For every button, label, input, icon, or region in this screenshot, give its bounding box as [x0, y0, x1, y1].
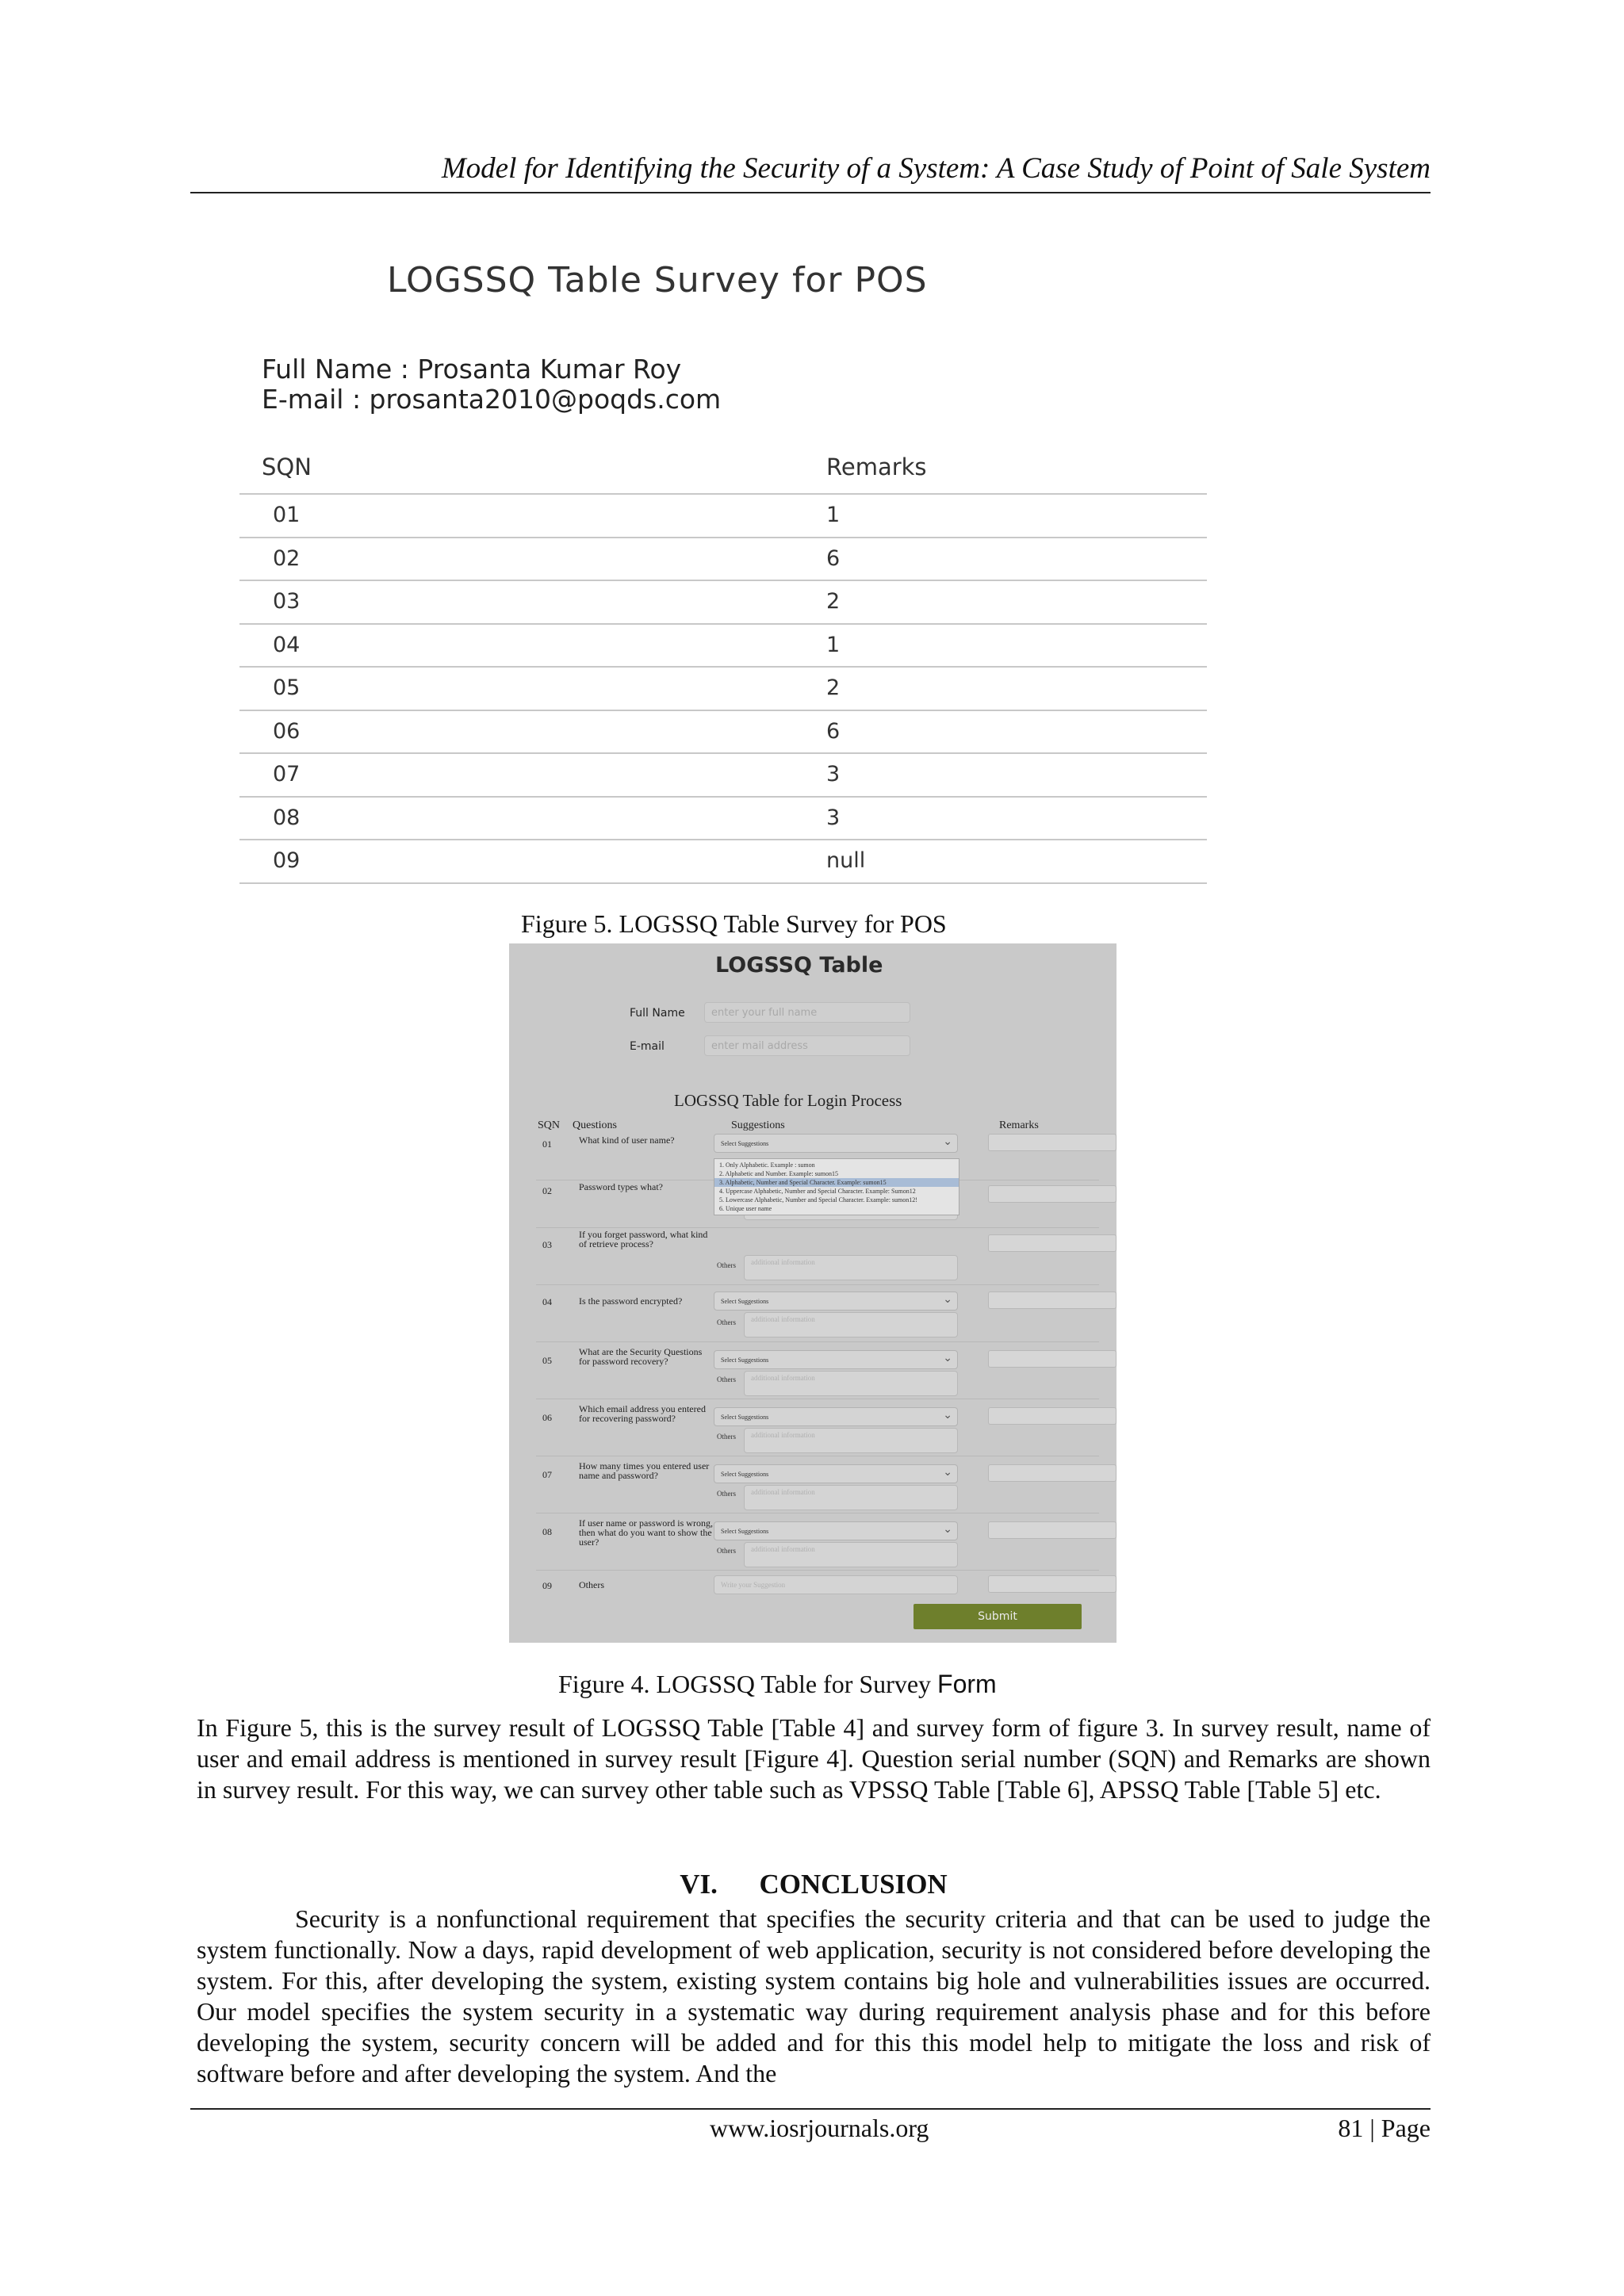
figure4-caption-tail: Form — [937, 1670, 997, 1698]
others-textarea[interactable]: additional information — [744, 1255, 958, 1280]
form-title: LOGSSQ Table — [715, 953, 883, 978]
chevron-down-icon: ⌄ — [943, 1353, 952, 1364]
dropdown-option[interactable]: 2. Alphabetic and Number. Example: sumon15 — [719, 1170, 838, 1177]
body-paragraph: In Figure 5, this is the survey result of LOGSSQ Table [Table 4] and survey form of figure 3. In survey result, name of user and email address is mentioned in survey result [Figure 4]. Question serial number (SQN) and Remarks are shown in survey result. For this way, we can survey other table such as VPSSQ Table [Table 6], APSSQ Table [Table 5] etc. — [197, 1713, 1431, 1804]
remarks-cell: 2 — [826, 589, 841, 614]
running-header: Model for Identifying the Security of a System: A Case Study of Point of Sale System — [441, 152, 1431, 185]
sqn-cell: 03 — [273, 589, 301, 614]
remarks-input[interactable] — [988, 1350, 1116, 1368]
remarks-input[interactable] — [988, 1134, 1116, 1151]
table-row — [239, 839, 1207, 884]
sqn-cell: 09 — [273, 848, 301, 873]
remarks-cell: 6 — [826, 545, 841, 571]
suggestion-select[interactable] — [714, 1464, 958, 1483]
question-sqn: 08 — [542, 1526, 552, 1537]
question-sqn: 03 — [542, 1239, 552, 1250]
question-row — [536, 1227, 1099, 1285]
conclusion-paragraph: Security is a nonfunctional requirement that specifies the security criteria and that can be used to judge the system functionally. Now a days, rapid development of web application, security is not considered before developing the system. For this, after developing the system, existing system contains big hole and vulnerabilities issues are occurred. Our model specifies the system security in a systematic way during requirement analysis phase and for this before developing the system, security concern will be added and for this this model help to mitigate the loss and risk of software before and after developing the system. And the — [197, 1904, 1431, 2087]
email-label: E-mail — [630, 1040, 665, 1053]
figure5-table — [239, 493, 1207, 884]
table-row — [239, 666, 1207, 710]
sqn-cell: 06 — [273, 718, 301, 744]
question-text: Is the password encrypted? — [579, 1295, 683, 1307]
column-sqn: SQN — [538, 1119, 561, 1131]
section-number: VI. — [680, 1869, 718, 1900]
remarks-cell: 2 — [826, 675, 841, 700]
submit-button[interactable]: Submit — [914, 1604, 1082, 1629]
full-name-input[interactable]: enter your full name — [704, 1002, 910, 1023]
question-sqn: 07 — [542, 1469, 552, 1480]
others-input[interactable]: Write your Suggestion — [714, 1575, 958, 1594]
column-suggestions: Suggestions — [731, 1119, 785, 1131]
question-row — [536, 1513, 1099, 1571]
question-text: What are the Security Questions for password recovery? — [579, 1346, 703, 1367]
question-row — [536, 1456, 1099, 1513]
question-text: Password types what? — [579, 1181, 663, 1192]
table-row — [239, 710, 1207, 753]
sqn-cell: 02 — [273, 545, 301, 571]
figure5-full-name: Full Name : Prosanta Kumar Roy — [262, 354, 682, 385]
select-value: Select Suggestions — [721, 1471, 769, 1478]
question-text: Others — [579, 1579, 604, 1590]
suggestion-select[interactable] — [714, 1407, 958, 1426]
others-label: Others — [717, 1261, 736, 1269]
table-row — [239, 796, 1207, 840]
chevron-down-icon: ⌄ — [943, 1467, 952, 1479]
full-name-label: Full Name — [630, 1007, 685, 1020]
question-row — [536, 1284, 1099, 1342]
footer-rule — [190, 2108, 1431, 2110]
question-text: If user name or password is wrong, then what do you want to show the user? — [579, 1517, 713, 1548]
sqn-cell: 04 — [273, 632, 301, 657]
others-label: Others — [717, 1376, 736, 1383]
question-text: How many times you entered user name and password? — [579, 1460, 710, 1481]
remarks-cell: 3 — [826, 805, 841, 830]
remarks-input[interactable] — [988, 1575, 1116, 1593]
select-value: Select Suggestions — [721, 1298, 769, 1305]
question-text: Which email address you entered for recovering password? — [579, 1403, 706, 1424]
figure5-title: LOGSSQ Table Survey for POS — [387, 260, 928, 300]
chevron-down-icon: ⌄ — [943, 1410, 952, 1422]
others-label: Others — [717, 1433, 736, 1441]
chevron-down-icon: ⌄ — [943, 1136, 952, 1148]
suggestion-select[interactable] — [714, 1134, 958, 1153]
remarks-input[interactable] — [988, 1234, 1116, 1252]
question-sqn: 05 — [542, 1355, 552, 1366]
others-textarea[interactable]: additional information — [744, 1542, 958, 1567]
suggestion-select[interactable] — [714, 1292, 958, 1311]
header-rule — [190, 192, 1431, 193]
question-row — [536, 1341, 1099, 1399]
suggestion-dropdown-list[interactable] — [714, 1158, 959, 1215]
dropdown-option[interactable]: 5. Lowercase Alphabetic, Number and Special Character. Example: sumon12! — [719, 1196, 917, 1203]
question-text: If you forget password, what kind of retrieve process? — [579, 1229, 708, 1249]
remarks-input[interactable] — [988, 1521, 1116, 1539]
chevron-down-icon: ⌄ — [943, 1524, 952, 1536]
dropdown-option[interactable]: 4. Uppercase Alphabetic, Number and Special Character. Example: Sumon12 — [719, 1188, 916, 1195]
others-textarea[interactable]: additional information — [744, 1485, 958, 1510]
select-value: Select Suggestions — [721, 1528, 769, 1535]
dropdown-option[interactable]: 6. Unique user name — [719, 1205, 772, 1212]
figure5-column-remarks: Remarks — [826, 453, 927, 480]
remarks-input[interactable] — [988, 1292, 1116, 1309]
suggestion-select[interactable] — [714, 1521, 958, 1540]
table-row — [239, 537, 1207, 580]
email-input[interactable]: enter mail address — [704, 1035, 910, 1056]
chevron-down-icon: ⌄ — [943, 1294, 952, 1306]
question-sqn: 02 — [542, 1185, 552, 1196]
remarks-cell: 6 — [826, 718, 841, 744]
footer-website: www.iosrjournals.org — [710, 2114, 929, 2142]
question-sqn: 06 — [542, 1412, 552, 1423]
select-value: Select Suggestions — [721, 1357, 769, 1364]
sqn-cell: 07 — [273, 762, 301, 786]
figure4-caption-main: Figure 4. LOGSSQ Table for Survey — [558, 1670, 938, 1698]
form-subtitle: LOGSSQ Table for Login Process — [674, 1091, 902, 1110]
others-textarea[interactable]: additional information — [744, 1428, 958, 1453]
question-text: What kind of user name? — [579, 1135, 675, 1146]
figure5-email: E-mail : prosanta2010@poqds.com — [262, 384, 722, 415]
sqn-cell: 05 — [273, 675, 301, 700]
figure4-survey-form — [509, 943, 1116, 1643]
remarks-cell: null — [826, 848, 866, 873]
others-label: Others — [717, 1318, 736, 1326]
question-row — [536, 1570, 1099, 1602]
select-value: Select Suggestions — [721, 1414, 769, 1421]
sqn-cell: 01 — [273, 503, 301, 527]
dropdown-option-highlighted[interactable]: 3. Alphabetic, Number and Special Character. Example: sumon15 — [714, 1178, 959, 1187]
select-value: Select Suggestions — [721, 1140, 769, 1147]
question-sqn: 04 — [542, 1296, 552, 1307]
others-label: Others — [717, 1490, 736, 1498]
remarks-cell: 1 — [826, 632, 841, 657]
table-row — [239, 493, 1207, 537]
others-textarea[interactable]: additional information — [744, 1371, 958, 1396]
figure5-column-sqn: SQN — [262, 453, 312, 480]
footer-page-number: 81 | Page — [1338, 2114, 1431, 2142]
sqn-cell: 08 — [273, 805, 301, 830]
remarks-input[interactable] — [988, 1407, 1116, 1425]
remarks-input[interactable] — [988, 1185, 1116, 1203]
column-questions: Questions — [573, 1119, 617, 1131]
section-heading — [197, 1869, 1431, 1900]
question-row — [536, 1399, 1099, 1456]
table-row — [239, 580, 1207, 623]
section-title: CONCLUSION — [759, 1869, 948, 1900]
table-row — [239, 752, 1207, 796]
remarks-cell: 1 — [826, 503, 841, 527]
dropdown-option[interactable]: 1. Only Alphabetic. Example : sumon — [719, 1161, 815, 1169]
figure4-caption — [558, 1669, 997, 1699]
remarks-cell: 3 — [826, 762, 841, 786]
figure5-caption: Figure 5. LOGSSQ Table Survey for POS — [521, 909, 947, 938]
others-label: Others — [717, 1547, 736, 1555]
question-sqn: 09 — [542, 1580, 552, 1591]
remarks-input[interactable] — [988, 1464, 1116, 1482]
column-remarks: Remarks — [999, 1119, 1039, 1131]
suggestion-select[interactable] — [714, 1350, 958, 1369]
others-textarea[interactable]: additional information — [744, 1312, 958, 1337]
table-row — [239, 623, 1207, 667]
question-sqn: 01 — [542, 1138, 552, 1150]
